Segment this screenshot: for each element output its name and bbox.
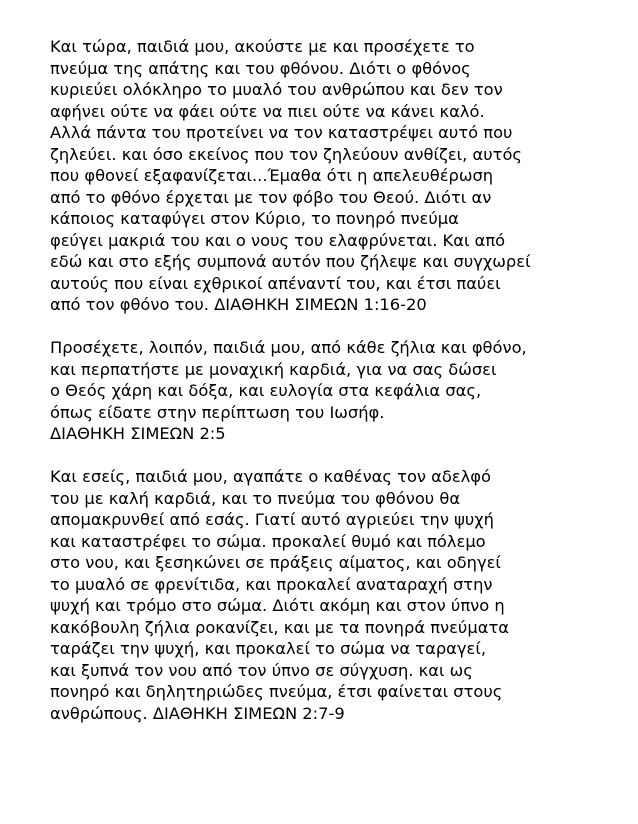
text-line: Και τώρα, παιδιά μου, ακούστε με και προσέχετε το xyxy=(50,37,475,56)
paragraph-3 xyxy=(50,466,610,724)
text-line: αυτούς που είναι εχθρικοί απέναντί του, και έτσι παύει xyxy=(50,273,501,293)
text-line: ανθρώπους. ΔΙΑΘΗΚΗ ΣΙΜΕΩΝ 2:7-9 xyxy=(50,703,345,723)
text-line: ο Θεός χάρη και δόξα, και ευλογία στα κεφάλια σας, xyxy=(50,381,482,400)
text-line: και περπατήστε με μοναχική καρδιά, για να σας δώσει xyxy=(50,359,497,379)
text-line: ΔΙΑΘΗΚΗ ΣΙΜΕΩΝ 2:5 xyxy=(50,424,226,443)
text-line: φεύγει μακριά του και ο νους του ελαφρύνεται. Και από xyxy=(50,230,506,250)
paragraph-1 xyxy=(50,36,610,316)
text-line: του με καλή καρδιά, και το πνεύμα του φθόνου θα xyxy=(50,488,461,508)
text-line: ταράζει την ψυχή, και προκαλεί το σώμα να ταραγεί, xyxy=(50,639,487,658)
text-line: αφήνει ούτε να φάει ούτε να πιει ούτε να κάνει καλό. xyxy=(50,101,485,121)
text-line: ψυχή και τρόμο στο σώμα. Διότι ακόμη και στον ύπνο η xyxy=(50,596,505,615)
text-line: απομακρυνθεί από εσάς. Γιατί αυτό αγριεύει την ψυχή xyxy=(50,510,494,529)
text-line: το μυαλό σε φρενίτιδα, και προκαλεί αναταραχή στην xyxy=(50,574,493,594)
paragraph-2 xyxy=(50,337,610,445)
text-line: που φθονεί εξαφανίζεται...Έμαθα ότι η απελευθέρωση xyxy=(50,166,494,185)
text-line: όπως είδατε στην περίπτωση του Ιωσήφ. xyxy=(50,402,385,422)
document-page xyxy=(50,36,610,746)
text-line: και ξυπνά τον νου από τον ύπνο σε σύγχυση. και ως xyxy=(50,660,473,680)
text-line: από τον φθόνο του. ΔΙΑΘΗΚΗ ΣΙΜΕΩΝ 1:16-20 xyxy=(50,295,427,314)
text-line: στο νου, και ξεσηκώνει σε πράξεις αίματος, και οδηγεί xyxy=(50,553,501,572)
text-line: πονηρό και δηλητηριώδες πνεύμα, έτσι φαίνεται στους xyxy=(50,682,503,701)
text-line: εδώ και στο εξής συμπονά αυτόν που ζήλεψε και συγχωρεί xyxy=(50,252,531,271)
text-line: ζηλεύει. και όσο εκείνος που τον ζηλεύουν ανθίζει, αυτός xyxy=(50,144,522,164)
text-line: πνεύμα της απάτης και του φθόνου. Διότι ο φθόνος xyxy=(50,58,471,78)
text-line: Προσέχετε, λοιπόν, παιδιά μου, από κάθε ζήλια και φθόνο, xyxy=(50,338,527,357)
text-line: κυριεύει ολόκληρο το μυαλό του ανθρώπου και δεν τον xyxy=(50,80,503,99)
text-line: κακόβουλη ζήλια ροκανίζει, και με τα πονηρά πνεύματα xyxy=(50,617,509,637)
text-line: Και εσείς, παιδιά μου, αγαπάτε ο καθένας τον αδελφό xyxy=(50,467,492,486)
text-line: από το φθόνο έρχεται με τον φόβο του Θεού. Διότι αν xyxy=(50,187,492,207)
text-line: κάποιος καταφύγει στον Κύριο, το πονηρό πνεύμα xyxy=(50,209,459,228)
text-line: και καταστρέφει το σώμα. προκαλεί θυμό και πόλεμο xyxy=(50,531,486,551)
text-line: Αλλά πάντα του προτείνει να τον καταστρέψει αυτό που xyxy=(50,123,513,142)
